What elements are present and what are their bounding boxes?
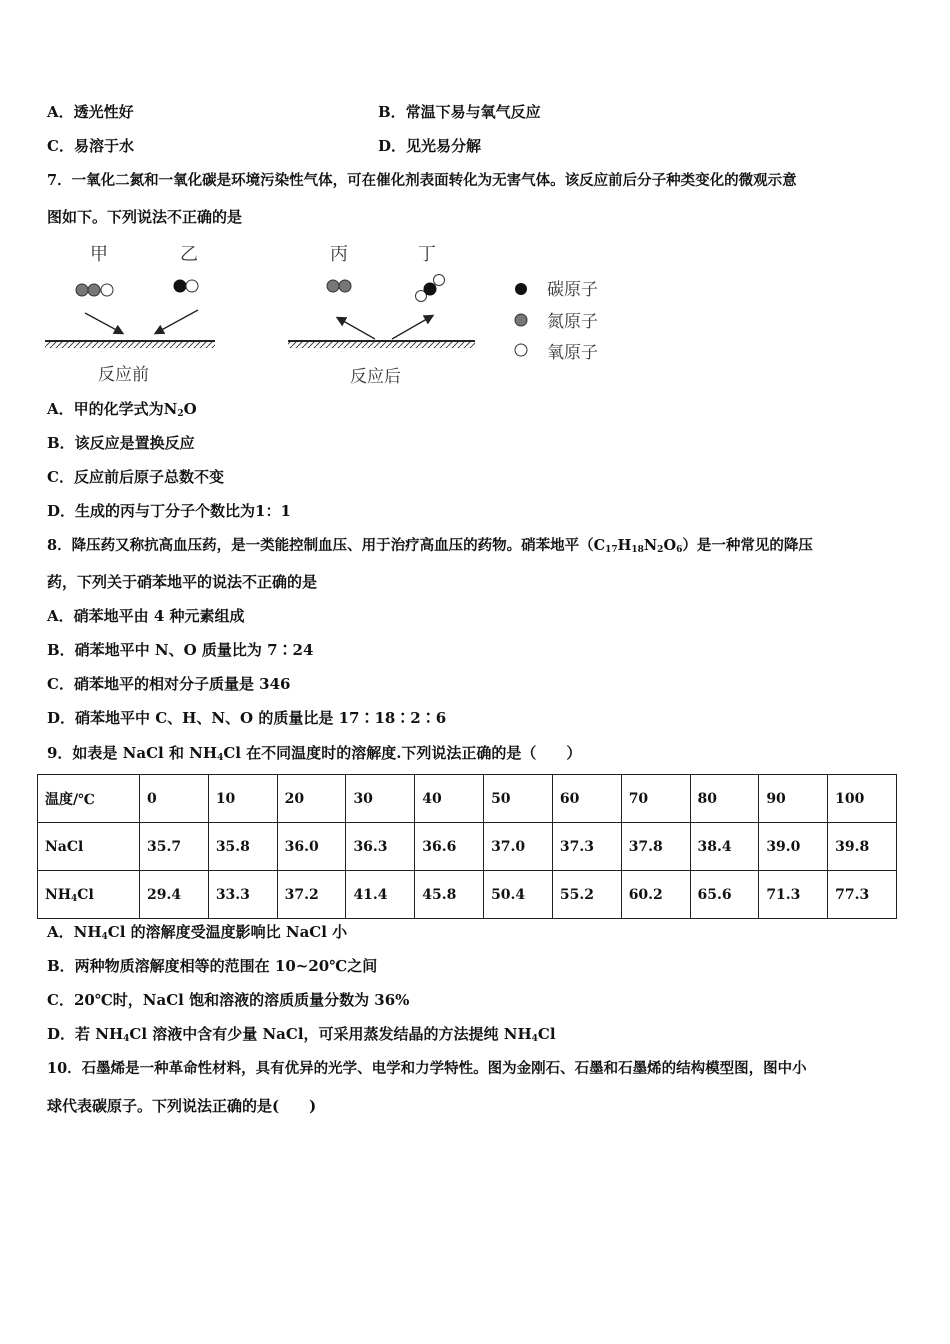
label-bing: 丙 bbox=[330, 244, 348, 265]
q9-option-a: A．$NH_4Cl$ 的溶解度受温度影响比 NaCl 小 bbox=[47, 923, 348, 942]
label-after: 反应后 bbox=[350, 367, 401, 387]
catalyst-surface-after bbox=[288, 341, 475, 348]
table-cell: 20 bbox=[277, 775, 346, 823]
q9-option-c: C．20℃时，NaCl 饱和溶液的溶质质量分数为 36% bbox=[47, 991, 410, 1009]
q7-option-a: A．甲的化学式为$N_2O$ bbox=[47, 400, 197, 419]
table-cell: 37.0 bbox=[484, 823, 553, 871]
table-cell: 35.8 bbox=[208, 823, 277, 871]
reaction-diagram bbox=[40, 238, 640, 398]
table-header-temperature: 温度/℃ bbox=[38, 775, 140, 823]
molecule-ding bbox=[416, 275, 445, 302]
molecule-bing bbox=[327, 280, 351, 292]
table-cell: 33.3 bbox=[208, 871, 277, 919]
label-jia: 甲 bbox=[90, 244, 108, 265]
q7-option-c: C．反应前后原子总数不变 bbox=[47, 468, 224, 486]
table-cell: 60.2 bbox=[621, 871, 690, 919]
table-row-temperature bbox=[38, 775, 897, 823]
table-cell: 35.7 bbox=[140, 823, 209, 871]
q10-stem-line1: 10．石墨烯是一种革命性材料，具有优异的光学、电学和力学特性。图为金刚石、石墨和石墨烯的结构模型图，图中小 bbox=[47, 1060, 807, 1077]
q9-option-b: B．两种物质溶解度相等的范围在 10~20℃之间 bbox=[47, 957, 378, 975]
table-cell: 60 bbox=[552, 775, 621, 823]
label-before: 反应前 bbox=[98, 365, 149, 385]
table-cell: 30 bbox=[346, 775, 415, 823]
table-cell: 70 bbox=[621, 775, 690, 823]
table-cell: 37.8 bbox=[621, 823, 690, 871]
legend-nitrogen: 氮原子 bbox=[547, 312, 598, 332]
label-yi: 乙 bbox=[180, 244, 198, 265]
q7-stem-line2: 图如下。下列说法不正确的是 bbox=[47, 208, 243, 226]
table-header-nacl: NaCl bbox=[38, 823, 140, 871]
table-cell: 0 bbox=[140, 775, 209, 823]
q6-option-d: D．见光易分解 bbox=[378, 137, 482, 155]
arrow-jia bbox=[85, 313, 122, 333]
table-row-nacl bbox=[38, 823, 897, 871]
table-cell: 41.4 bbox=[346, 871, 415, 919]
table-cell: 90 bbox=[759, 775, 828, 823]
label-ding: 丁 bbox=[418, 244, 436, 265]
table-cell: 77.3 bbox=[828, 871, 897, 919]
table-cell: 36.3 bbox=[346, 823, 415, 871]
solubility-table bbox=[37, 774, 897, 919]
table-cell: 39.0 bbox=[759, 823, 828, 871]
arrow-ding bbox=[392, 316, 432, 339]
legend-oxygen: 氧原子 bbox=[547, 343, 598, 363]
q7-stem-line1: 7．一氧化二氮和一氧化碳是环境污染性气体，可在催化剂表面转化为无害气体。该反应前后分子种类变化的微观示意 bbox=[47, 172, 797, 189]
q6-option-c: C．易溶于水 bbox=[47, 137, 134, 155]
table-cell: 36.6 bbox=[415, 823, 484, 871]
arrow-bing bbox=[338, 318, 375, 339]
q8-option-b: B．硝苯地平中 N、O 质量比为 7∶24 bbox=[47, 641, 314, 659]
q9-stem: 9．如表是 NaCl 和 $NH_4Cl$ 在不同温度时的溶解度.下列说法正确的是（ ） bbox=[47, 744, 582, 763]
table-cell: 71.3 bbox=[759, 871, 828, 919]
table-cell: 37.3 bbox=[552, 823, 621, 871]
legend bbox=[515, 280, 598, 363]
table-cell: 50.4 bbox=[484, 871, 553, 919]
q7-option-b: B．该反应是置换反应 bbox=[47, 434, 195, 452]
q7-option-d: D．生成的丙与丁分子个数比为1：1 bbox=[47, 502, 291, 520]
q6-option-a: A．透光性好 bbox=[47, 103, 134, 121]
table-cell: 40 bbox=[415, 775, 484, 823]
table-cell: 80 bbox=[690, 775, 759, 823]
legend-nitrogen-swatch bbox=[515, 314, 527, 326]
q6-option-b: B．常温下易与氧气反应 bbox=[378, 103, 541, 121]
table-cell: 55.2 bbox=[552, 871, 621, 919]
table-header-nh4cl: $NH_4Cl$ bbox=[38, 871, 140, 919]
q8-option-d: D．硝苯地平中 C、H、N、O 的质量比是 17∶18∶2∶6 bbox=[47, 709, 447, 727]
q8-stem-line1: 8．降压药又称抗高血压药，是一类能控制血压、用于治疗高血压的药物。硝苯地平$(C_{17}H_{18}N_2O_6)$是一种常见的降压 bbox=[47, 537, 813, 555]
table-cell: 50 bbox=[484, 775, 553, 823]
q9-option-d: D．若 $NH_4Cl$ 溶液中含有少量 NaCl，可采用蒸发结晶的方法提纯 $NH_4Cl$ bbox=[47, 1025, 556, 1044]
table-cell: 39.8 bbox=[828, 823, 897, 871]
legend-oxygen-swatch bbox=[515, 344, 527, 356]
table-row-nh4cl bbox=[38, 871, 897, 919]
table-cell: 45.8 bbox=[415, 871, 484, 919]
table-cell: 38.4 bbox=[690, 823, 759, 871]
legend-carbon-swatch bbox=[515, 283, 527, 295]
molecule-yi bbox=[174, 280, 198, 292]
q8-stem-line2: 药，下列关于硝苯地平的说法不正确的是 bbox=[47, 573, 318, 591]
table-cell: 10 bbox=[208, 775, 277, 823]
table-cell: 29.4 bbox=[140, 871, 209, 919]
q10-stem-line2: 球代表碳原子。下列说法正确的是( ) bbox=[47, 1097, 317, 1115]
catalyst-surface-before bbox=[45, 341, 215, 348]
table-cell: 36.0 bbox=[277, 823, 346, 871]
molecule-jia bbox=[76, 284, 113, 296]
legend-carbon: 碳原子 bbox=[547, 280, 598, 300]
table-cell: 65.6 bbox=[690, 871, 759, 919]
q8-option-c: C．硝苯地平的相对分子质量是 346 bbox=[47, 675, 291, 693]
table-cell: 37.2 bbox=[277, 871, 346, 919]
q8-option-a: A．硝苯地平由 4 种元素组成 bbox=[47, 607, 245, 625]
table-cell: 100 bbox=[828, 775, 897, 823]
arrow-yi bbox=[156, 310, 198, 333]
